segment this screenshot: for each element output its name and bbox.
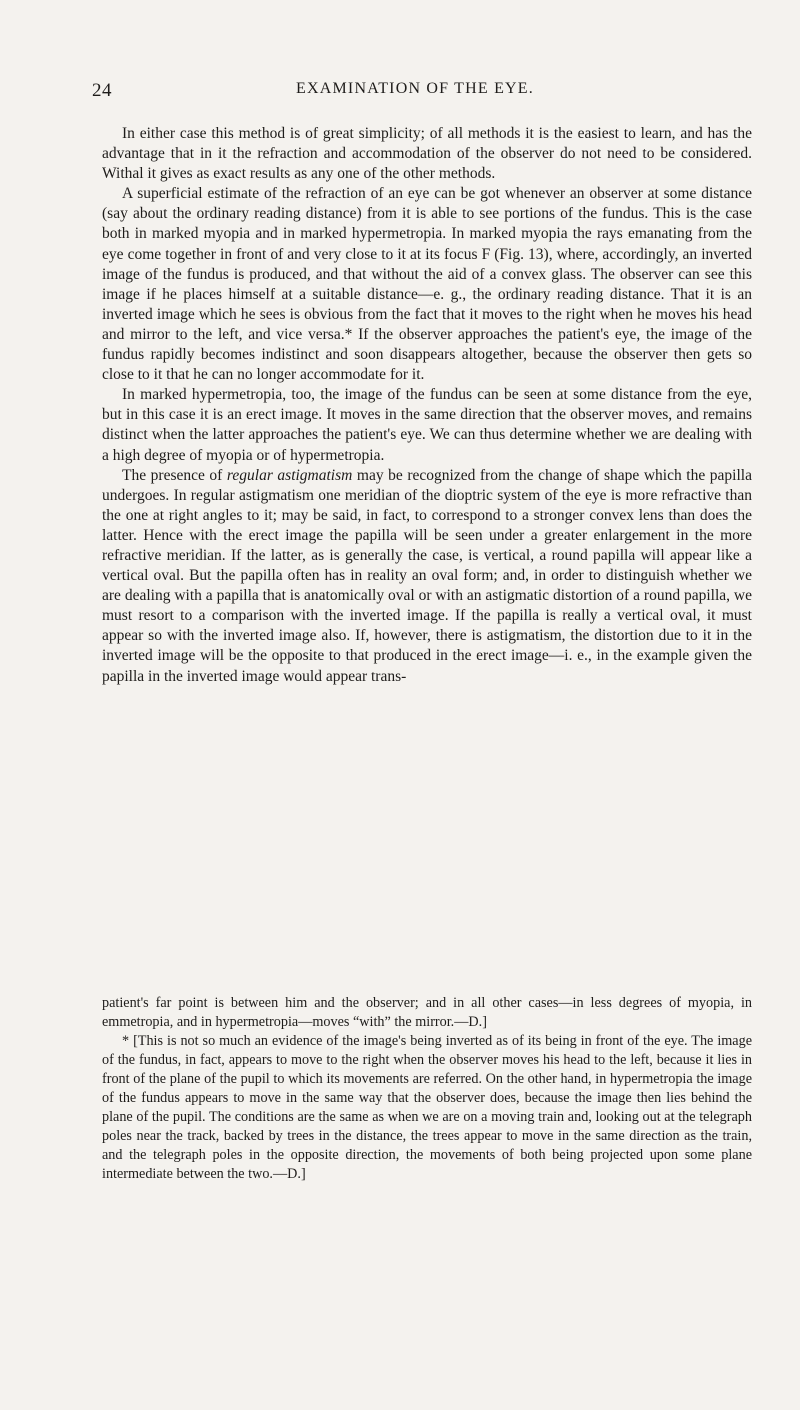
- paragraph-method-simplicity: In either case this method is of great simplicity; of all methods it is the easiest to learn, and has the advantage that in it the refraction and accommodation of the observer do not need to be considered. Withal it gives as exact results as any one of the other methods.: [102, 125, 752, 183]
- page-number: 24: [92, 80, 112, 101]
- page-header: [92, 80, 738, 106]
- main-text: [102, 124, 752, 687]
- footnote-star: * [This is not so much an evidence of the image's being inverted as of its being in front of the eye. The image of the fundus, in fact, appears to move to the right when the observer moves his head to the left, because it lies in front of the plane of the pupil to which its movements are referred. On the other hand, in hypermetropia the image of the fundus appears to move in the same way that the observer does, because the image then lies behind the plane of the pupil. The conditions are the same as when we are on a moving train and, looking out at the telegraph poles near the track, backed by trees in the distance, the trees appear to move in the same direction as the train, and the telegraph poles in the opposite direction, the movements of both being projected upon some plane intermediate between the two.—D.]: [102, 1033, 752, 1182]
- running-head: EXAMINATION OF THE EYE.: [296, 80, 534, 97]
- paragraph-astigmatism: [102, 466, 752, 687]
- footnotes: [102, 994, 752, 1184]
- paragraph-hypermetropia: In marked hypermetropia, too, the image of the fundus can be seen at some distance from the eye, but in this case it is an erect image. It moves in the same direction that the observer moves, and remains distinct when the latter approaches the patient's eye. We can thus determine whether we are dealing with a high degree of myopia or of hypermetropia.: [102, 386, 752, 464]
- astigmatism-body-text: may be recognized from the change of shape which the papilla undergoes. In regular astigmatism one meridian of the dioptric system of the eye is more refractive than the one at right angles to it; may be said, in fact, to correspond to a stronger convex lens than does the latter. Hence with the erect image the papilla will be seen under a greater enlargement in the more refractive meridian. If the latter, as is generally the case, is vertical, a round papilla will appear like a vertical oval. But the papilla often has in reality an oval form; and, in order to distinguish whether we are dealing with a papilla that is anatomically oval or with an astigmatic distortion of a round papilla, we must resort to a comparison with the inverted image. If the papilla is really a vertical oval, it must appear so with the inverted image also. If, however, there is astigmatism, the distortion due to it in the inverted image will be the opposite to that produced in the erect image—i. e., in the example given the papilla in the inverted image would appear trans-: [102, 466, 752, 685]
- astigmatism-italic-term: regular astigmatism: [226, 466, 353, 484]
- astigmatism-lead-text: The presence of: [122, 466, 227, 484]
- footnote-carryover: patient's far point is between him and the observer; and in all other cases—in less degrees of myopia, in emmetropia, and in hypermetropia—moves “with” the mirror.—D.]: [102, 995, 752, 1030]
- paragraph-superficial-estimate: A superficial estimate of the refraction of an eye can be got whenever an observer at some distance (say about the ordinary reading distance) from it is able to see portions of the fundus. This is the case both in marked myopia and in marked hypermetropia. In marked myopia the rays emanating from the eye come together in front of and very close to it at its focus F (Fig. 13), where, accordingly, an inverted image of the fundus is produced, and that without the aid of a convex glass. The observer can see this image if he places himself at a suitable distance—e. g., the ordinary reading distance. That it is an inverted image which he sees is obvious from the fact that it moves to the right when he moves his head and mirror to the left, and vice versa.* If the observer approaches the patient's eye, the image of the fundus rapidly becomes indistinct and soon disappears altogether, because the observer then gets so close to it that he can no longer accommodate for it.: [102, 185, 752, 384]
- footnote-separator: [102, 976, 752, 977]
